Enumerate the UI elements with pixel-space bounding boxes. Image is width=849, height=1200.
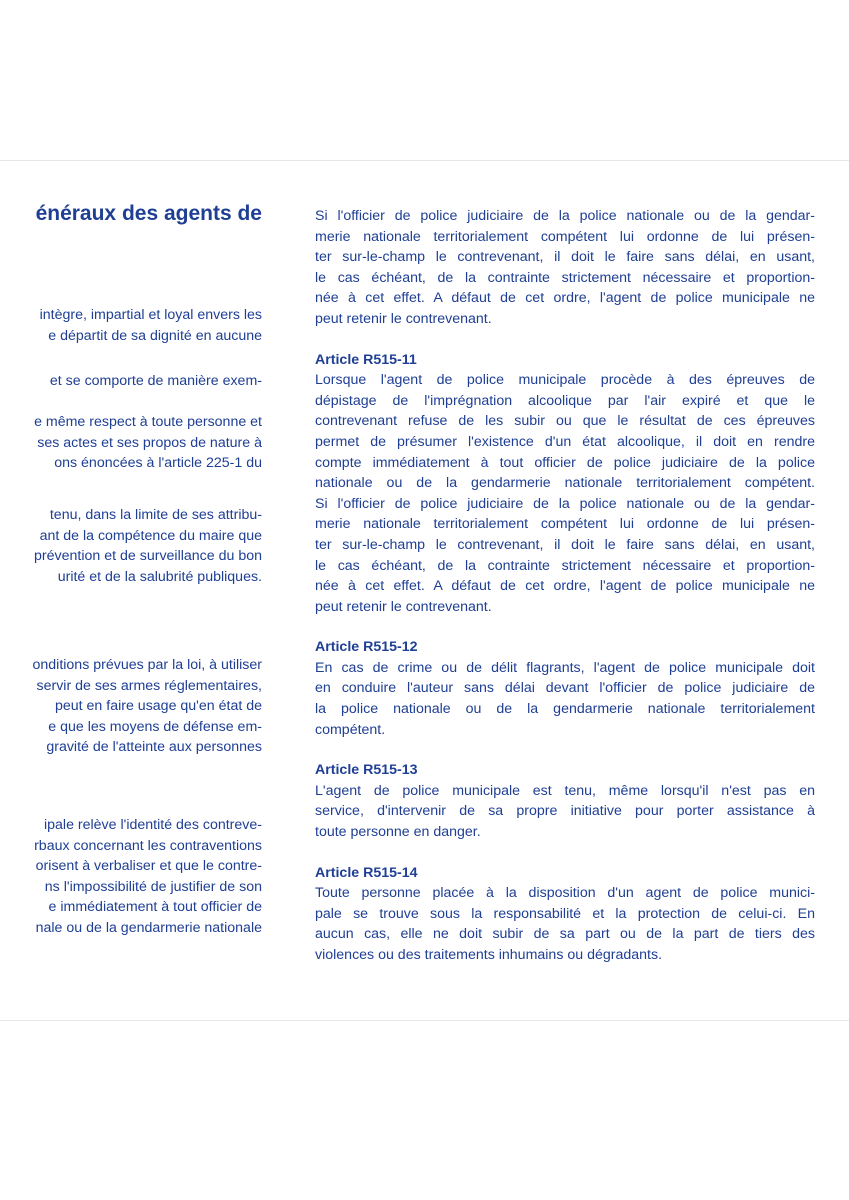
text-line: nationale ou de la gendarmerie nationale territorialement compétent.: [315, 475, 815, 492]
right-column: [315, 206, 815, 966]
text-line: aucun cas, elle ne doit subir de sa part ou de la part de tiers des: [315, 926, 815, 943]
text-line: ter sur-le-champ le contrevenant, il doit le faire sans délai, en usant,: [315, 536, 815, 553]
article-title: Article R515-13: [315, 762, 418, 779]
text-line: e immédiatement à tout officier de: [48, 899, 262, 915]
text-line: née à cet effet. A défaut de cet ordre, l'agent de police municipale ne: [315, 290, 815, 307]
text-line: le cas échéant, de la contrainte strictement nécessaire et proportion-: [315, 557, 815, 574]
left-column: [0, 195, 262, 955]
text-line: rbaux concernant les contraventions: [34, 837, 262, 854]
text-line: tenu, dans la limite de ses attribu-: [49, 507, 262, 523]
text-line: Lorsque l'agent de police municipale procède à des épreuves de: [315, 372, 815, 389]
text-line: L'agent de police municipale est tenu, même lorsqu'il n'est pas en: [315, 782, 815, 799]
text-line: et se comporte de manière exem-: [49, 373, 262, 389]
left-paragraph: [0, 505, 262, 587]
article-block: [315, 637, 815, 740]
text-line: pale se trouve sous la responsabilité et la protection de celui-ci. En: [315, 905, 815, 922]
text-line: onditions prévues par la loi, à utiliser: [32, 657, 262, 673]
intro-paragraph: [315, 206, 815, 330]
article-title: Article R515-12: [315, 639, 418, 656]
text-line: e départit de sa dignité en aucune: [48, 327, 262, 344]
left-paragraph: [0, 655, 262, 758]
left-paragraph: [0, 815, 262, 938]
text-line: peut retenir le contrevenant.: [315, 598, 492, 615]
text-line: urité et de la salubrité publiques.: [57, 568, 262, 585]
text-line: En cas de crime ou de délit flagrants, l'agent de police municipale doit: [315, 659, 815, 676]
text-line: ns l'impossibilité de justifier de son: [44, 878, 262, 895]
text-line: Toute personne placée à la disposition d'un agent de police munici-: [315, 885, 815, 902]
text-line: peut en faire usage qu'en état de: [54, 698, 262, 714]
left-paragraph: [0, 305, 262, 346]
text-line: ses actes et ses propos de nature à: [37, 434, 262, 451]
left-paragraph: [0, 412, 262, 474]
text-line: orisent à verbaliser et que le contre-: [35, 858, 262, 874]
text-line: merie nationale territorialement compétent lui ordonne de lui présen-: [315, 516, 815, 533]
article-title: Article R515-11: [315, 351, 417, 368]
text-line: Si l'officier de police judiciaire de la police nationale ou de la gendar-: [315, 208, 815, 224]
text-line: compétent.: [315, 721, 386, 738]
text-line: ipale relève l'identité des contreve-: [43, 817, 262, 833]
text-line: gravité de l'atteinte aux personnes: [46, 739, 262, 755]
text-line: la police nationale ou de la gendarmerie nationale territorialement: [315, 701, 815, 718]
article-title: Article R515-14: [315, 864, 418, 881]
text-line: contrevenant refuse de les subir ou que le résultat de ces épreuves: [315, 413, 815, 430]
text-line: service, d'intervenir de sa propre initiative pour porter assistance à: [315, 803, 815, 820]
text-line: dépistage de l'imprégnation alcoolique par l'air expiré et que le: [315, 392, 815, 409]
text-line: violences ou des traitements inhumains ou dégradants.: [315, 947, 663, 963]
text-line: le cas échéant, de la contrainte strictement nécessaire et proportion-: [315, 269, 815, 286]
text-line: née à cet effet. A défaut de cet ordre, l'agent de police municipale ne: [315, 578, 815, 595]
text-line: ant de la compétence du maire que: [39, 527, 262, 544]
bottom-divider: [0, 1020, 849, 1021]
text-line: ons énoncées à l'article 225-1 du: [54, 455, 262, 471]
text-line: en conduire l'auteur sans délai devant l'officier de police judiciaire de: [315, 680, 815, 697]
text-line: Si l'officier de police judiciaire de la police nationale ou de la gendar-: [315, 495, 815, 512]
text-line: permet de présumer l'existence d'un état alcoolique, il doit en rendre: [315, 433, 815, 450]
text-line: compte immédiatement à tout officier de police judiciaire de la police: [315, 454, 815, 471]
article-block: [315, 760, 815, 842]
text-line: intègre, impartial et loyal envers les: [39, 307, 262, 323]
left-paragraph: [0, 371, 262, 392]
text-line: ter sur-le-champ le contrevenant, il doit le faire sans délai, en usant,: [315, 249, 815, 266]
text-line: servir de ses armes réglementaires,: [36, 677, 262, 694]
text-line: e que les moyens de défense em-: [48, 718, 262, 735]
text-line: prévention et de surveillance du bon: [34, 548, 262, 564]
text-line: e même respect à toute personne et: [34, 414, 262, 430]
text-line: toute personne en danger.: [315, 824, 481, 841]
text-line: nale ou de la gendarmerie nationale: [35, 919, 262, 936]
article-block: [315, 863, 815, 966]
section-heading: énéraux des agents de: [35, 202, 262, 225]
text-line: merie nationale territorialement compétent lui ordonne de lui présen-: [315, 228, 815, 245]
text-line: peut retenir le contrevenant.: [315, 310, 492, 327]
top-divider: [0, 160, 849, 161]
article-block: [315, 350, 815, 618]
